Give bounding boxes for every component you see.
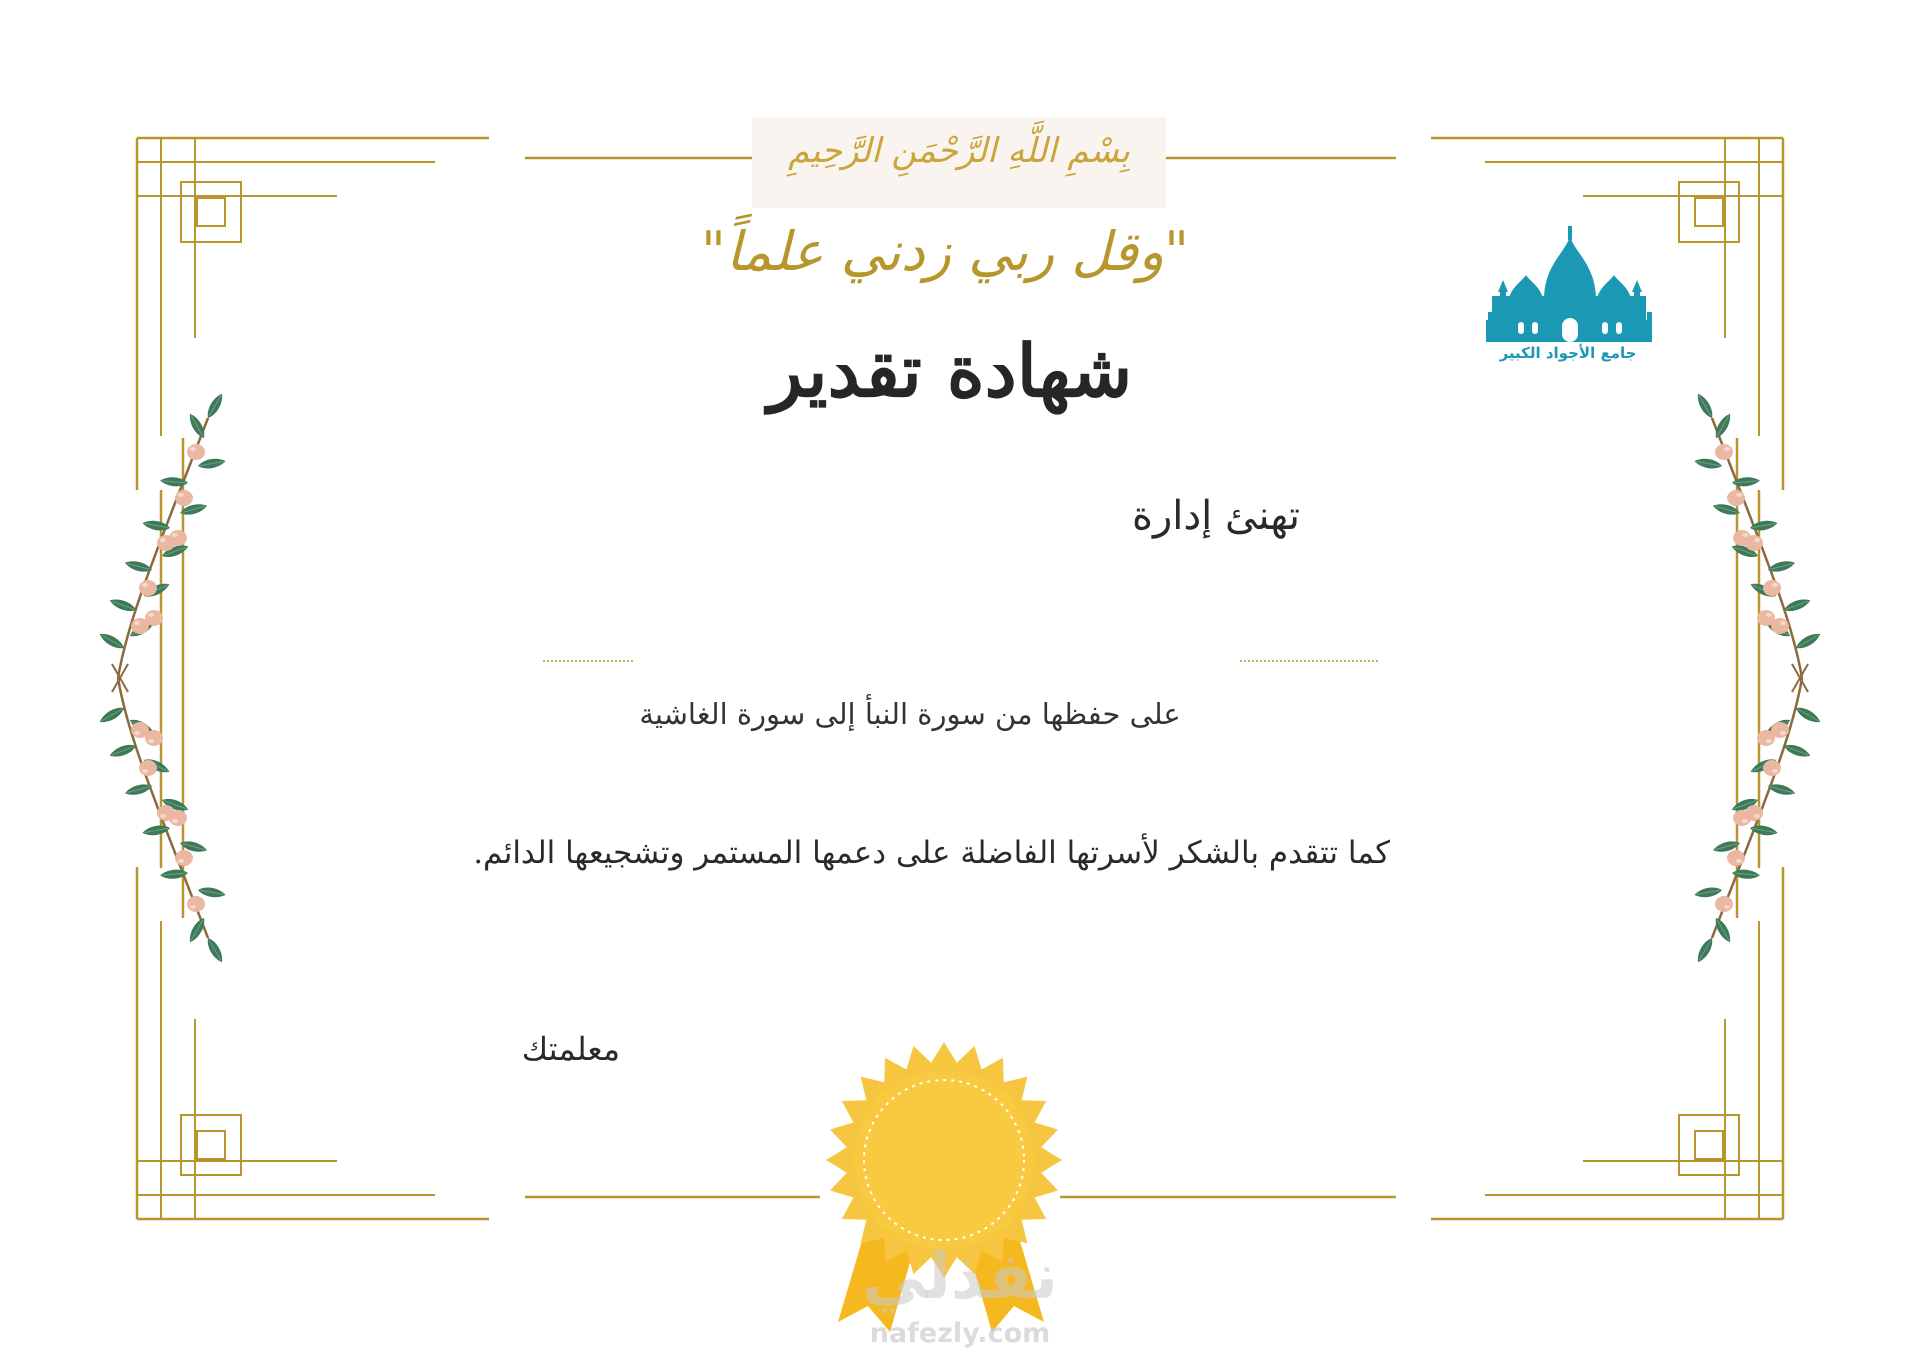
frame-corner-bottom-left	[137, 867, 489, 1219]
quran-verse: "وقل ربي زدني علماً"	[700, 220, 1189, 283]
bismillah-panel	[752, 117, 1166, 208]
mosque-logo-name: جامع الأجواد الكبير	[1499, 344, 1637, 362]
congratulations-line: تهنئ إدارة	[1131, 493, 1300, 539]
certificate-title: شهادة تقدير	[767, 328, 1133, 413]
signature-label: معلمتك	[521, 1030, 620, 1068]
watermark-latin: nafezly.com	[869, 1318, 1051, 1349]
achievement-line: على حفظها من سورة النبأ إلى سورة الغاشية	[639, 697, 1181, 731]
frame-corner-top-left	[137, 138, 489, 490]
mosque-icon	[1486, 226, 1652, 342]
frame-corner-bottom-right	[1431, 867, 1783, 1219]
watermark-arabic: نفذلي	[862, 1240, 1058, 1314]
bismillah-text: بِسْمِ اللَّهِ الرَّحْمَنِ الرَّحِيمِ	[788, 131, 1130, 171]
thanks-line: كما تتقدم بالشكر لأسرتها الفاضلة على دعمها المستمر وتشجيعها الدائم.	[473, 835, 1390, 871]
